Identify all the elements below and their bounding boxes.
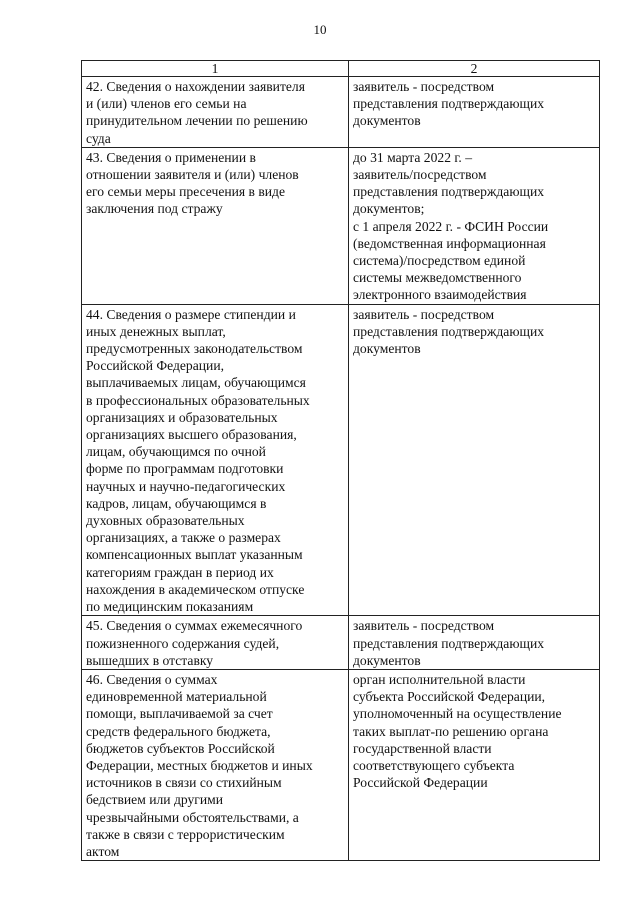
- text-line: источников в связи со стихийным: [86, 775, 282, 791]
- column-header-2: 2: [349, 61, 600, 77]
- text-line: документов: [353, 652, 421, 668]
- text-line: документов: [353, 341, 421, 357]
- information-cell: [82, 669, 349, 860]
- text-line: государственной власти: [353, 740, 492, 756]
- text-line: Российской Федерации: [353, 775, 488, 791]
- column-header-1: 1: [82, 61, 349, 77]
- source-cell: [349, 304, 600, 616]
- text-line: таких выплат-по решению органа: [353, 723, 549, 739]
- table-row: [82, 304, 600, 616]
- text-line: принудительном лечении по решению: [86, 113, 308, 129]
- text-line: пожизненного содержания судей,: [86, 635, 280, 651]
- text-line: 44. Сведения о размере стипендии и: [86, 306, 296, 322]
- text-line: уполномоченный на осуществление: [353, 706, 562, 722]
- text-line: иных денежных выплат,: [86, 323, 226, 339]
- text-line: заявитель - посредством: [353, 79, 495, 94]
- information-cell: [82, 147, 349, 304]
- text-line: актом: [86, 843, 120, 859]
- table-row: [82, 616, 600, 670]
- text-line: (ведомственная информационная: [353, 235, 546, 251]
- information-cell: [82, 616, 349, 670]
- text-line: также в связи с террористическим: [86, 826, 285, 842]
- text-line: заключения под стражу: [86, 201, 223, 217]
- source-cell: [349, 77, 600, 148]
- text-line: компенсационных выплат указанным: [86, 547, 303, 563]
- text-line: представления подтверждающих: [353, 323, 545, 339]
- text-line: документов: [353, 113, 421, 129]
- text-line: кадров, лицам, обучающимся в: [86, 495, 267, 511]
- table-row: [82, 147, 600, 304]
- text-line: система)/посредством единой: [353, 253, 526, 269]
- table-row: [82, 669, 600, 860]
- text-line: средств федерального бюджета,: [86, 723, 271, 739]
- table-body: [82, 77, 600, 861]
- text-line: форме по программам подготовки: [86, 461, 284, 477]
- text-line: соответствующего субъекта: [353, 757, 515, 773]
- text-line: орган исполнительной власти: [353, 671, 526, 687]
- page-number: 10: [313, 22, 327, 37]
- text-line: чрезвычайными обстоятельствами, а: [86, 809, 299, 825]
- text-line: электронного взаимодействия: [353, 287, 527, 303]
- text-line: заявитель/посредством: [353, 167, 487, 183]
- text-line: представления подтверждающих: [353, 184, 545, 200]
- text-line: до 31 марта 2022 г. –: [353, 149, 473, 165]
- text-line: 45. Сведения о суммах ежемесячного: [86, 618, 303, 634]
- text-line: бюджетов субъектов Российской: [86, 740, 275, 756]
- information-cell: [82, 77, 349, 148]
- table-header-row: [82, 61, 600, 77]
- text-line: нахождения в академическом отпуске: [86, 581, 305, 597]
- text-line: Федерации, местных бюджетов и иных: [86, 757, 313, 773]
- text-line: выплачиваемых лицам, обучающимся: [86, 375, 306, 391]
- text-line: и (или) членов его семьи на: [86, 96, 247, 112]
- text-line: отношении заявителя и (или) членов: [86, 167, 299, 183]
- text-line: представления подтверждающих: [353, 635, 545, 651]
- source-cell: [349, 669, 600, 860]
- table-row: [82, 77, 600, 148]
- text-line: заявитель - посредством: [353, 306, 495, 322]
- text-line: по медицинским показаниям: [86, 599, 254, 615]
- text-line: в профессиональных образовательных: [86, 392, 310, 408]
- text-line: единовременной материальной: [86, 689, 267, 705]
- text-line: 43. Сведения о применении в: [86, 149, 256, 165]
- text-line: бедствием или другими: [86, 792, 223, 808]
- text-line: 46. Сведения о суммах: [86, 671, 218, 687]
- text-line: лицам, обучающимся по очной: [86, 444, 266, 460]
- source-cell: [349, 147, 600, 304]
- text-line: представления подтверждающих: [353, 96, 545, 112]
- text-line: с 1 апреля 2022 г. - ФСИН России: [353, 218, 549, 234]
- text-line: категориям граждан в период их: [86, 564, 274, 580]
- text-line: системы межведомственного: [353, 270, 522, 286]
- text-line: субъекта Российской Федерации,: [353, 689, 546, 705]
- text-line: его семьи меры пресечения в виде: [86, 184, 286, 200]
- source-cell: [349, 616, 600, 670]
- text-line: духовных образовательных: [86, 513, 245, 529]
- text-line: организациях высшего образования,: [86, 427, 297, 443]
- text-line: помощи, выплачиваемой за счет: [86, 706, 273, 722]
- text-line: вышедших в отставку: [86, 652, 214, 668]
- text-line: предусмотренных законодательством: [86, 341, 303, 357]
- text-line: 42. Сведения о нахождении заявителя: [86, 79, 305, 94]
- document-table: [81, 60, 600, 861]
- text-line: суда: [86, 130, 111, 146]
- text-line: организациях, а также о размерах: [86, 530, 281, 546]
- text-line: научных и научно-педагогических: [86, 478, 286, 494]
- text-line: Российской Федерации,: [86, 358, 224, 374]
- information-cell: [82, 304, 349, 616]
- text-line: документов;: [353, 201, 425, 217]
- text-line: заявитель - посредством: [353, 618, 495, 634]
- text-line: организациях и образовательных: [86, 409, 278, 425]
